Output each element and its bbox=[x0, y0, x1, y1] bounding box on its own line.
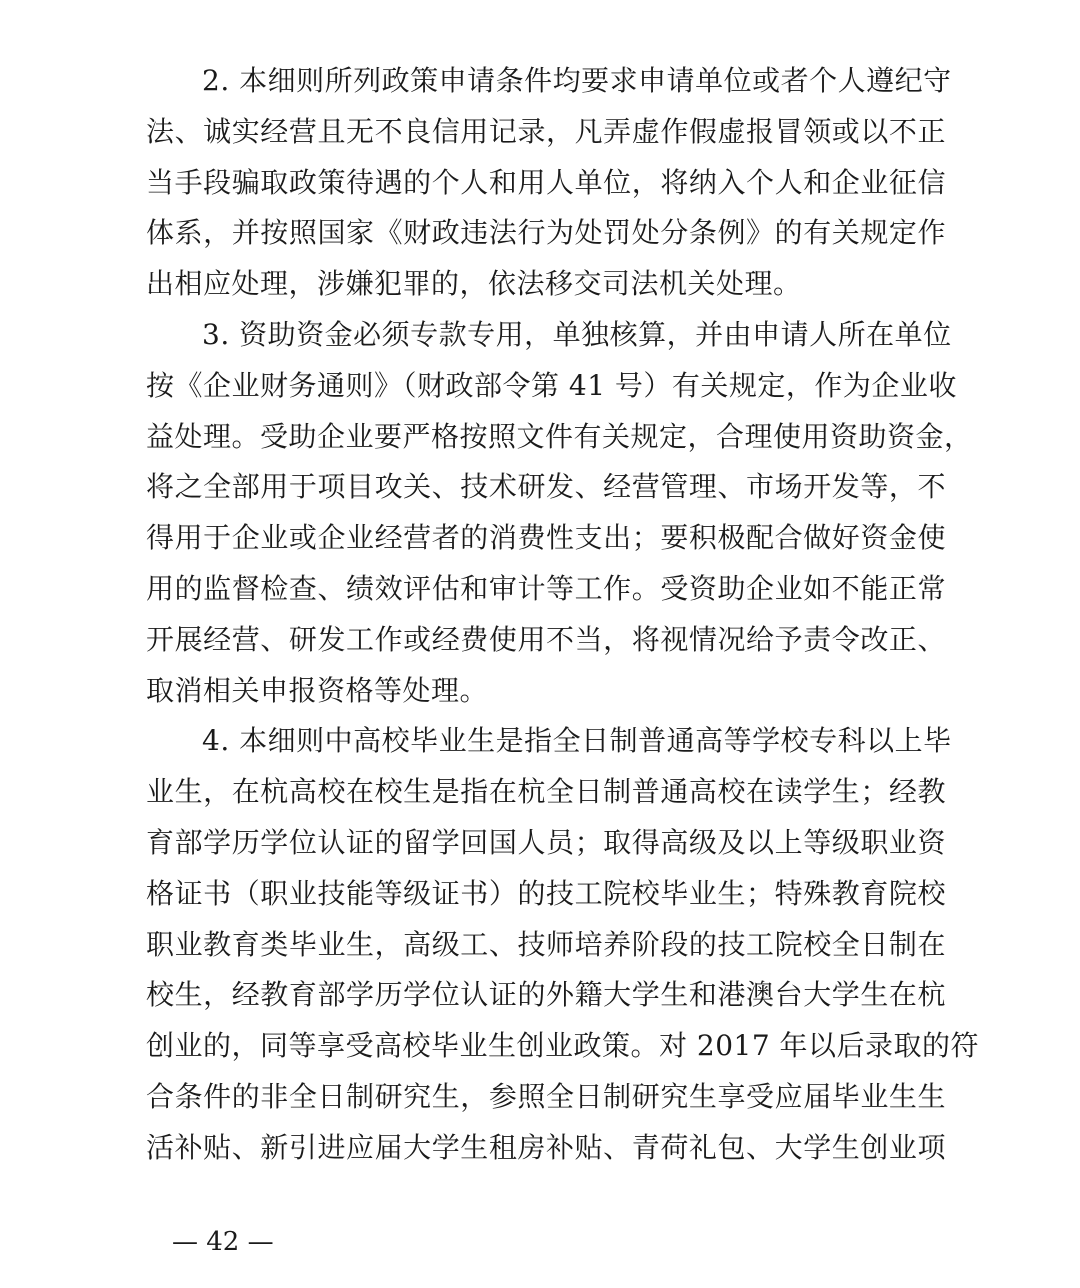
paragraph-3-line-5: 得用于企业或企业经营者的消费性支出；要积极配合做好资金使 bbox=[146, 521, 946, 555]
paragraph-2-line-5: 出相应处理，涉嫌犯罪的，依法移交司法机关处理。 bbox=[146, 267, 802, 301]
paragraph-4-line-5: 职业教育类毕业生，高级工、技师培养阶段的技工院校全日制在 bbox=[146, 927, 946, 961]
paragraph-2-line-1: 2. 本细则所列政策申请条件均要求申请单位或者个人遵纪守 bbox=[202, 64, 952, 97]
paragraph-3-line-6: 用的监督检查、绩效评估和审计等工作。受资助企业如不能正常 bbox=[146, 571, 946, 605]
paragraph-4-line-6: 校生，经教育部学历学位认证的外籍大学生和港澳台大学生在杭 bbox=[146, 978, 946, 1012]
page-number: — 42 — bbox=[172, 1227, 274, 1257]
paragraph-3-line-8: 取消相关申报资格等处理。 bbox=[146, 673, 489, 707]
paragraph-4-line-2: 业生，在杭高校在校生是指在杭全日制普通高校在读学生；经教 bbox=[146, 775, 946, 809]
paragraph-4-line-8: 合条件的非全日制研究生，参照全日制研究生享受应届毕业生生 bbox=[146, 1079, 946, 1113]
paragraph-4-line-9: 活补贴、新引进应届大学生租房补贴、青荷礼包、大学生创业项 bbox=[146, 1130, 946, 1164]
paragraph-4-line-3: 育部学历学位认证的留学回国人员；取得高级及以上等级职业资 bbox=[146, 825, 946, 859]
paragraph-4-line-7: 创业的，同等享受高校毕业生创业政策。对 2017 年以后录取的符 bbox=[146, 1029, 980, 1063]
paragraph-3-line-7: 开展经营、研发工作或经费使用不当，将视情况给予责令改正、 bbox=[146, 622, 946, 656]
paragraph-3-line-1: 3. 资助资金必须专款专用，单独核算，并由申请人所在单位 bbox=[202, 317, 952, 351]
paragraph-4-line-4: 格证书（职业技能等级证书）的技工院校毕业生；特殊教育院校 bbox=[146, 876, 946, 910]
paragraph-2-line-4: 体系，并按照国家《财政违法行为处罚处分条例》的有关规定作 bbox=[146, 216, 946, 250]
paragraph-4-line-1: 4. 本细则中高校毕业生是指全日制普通高等学校专科以上毕 bbox=[202, 724, 952, 758]
paragraph-2-line-2: 法、诚实经营且无不良信用记录，凡弄虚作假虚报冒领或以不正 bbox=[146, 114, 946, 148]
paragraph-3-line-3: 益处理。受助企业要严格按照文件有关规定，合理使用资助资金， bbox=[146, 419, 973, 453]
paragraph-2-line-3: 当手段骗取政策待遇的个人和用人单位，将纳入个人和企业征信 bbox=[146, 165, 946, 199]
document-body bbox=[146, 56, 980, 1174]
paragraph-3-line-2: 按《企业财务通则》（财政部令第 41 号）有关规定，作为企业收 bbox=[146, 368, 957, 402]
paragraph-3-line-4: 将之全部用于项目攻关、技术研发、经营管理、市场开发等，不 bbox=[146, 470, 946, 504]
